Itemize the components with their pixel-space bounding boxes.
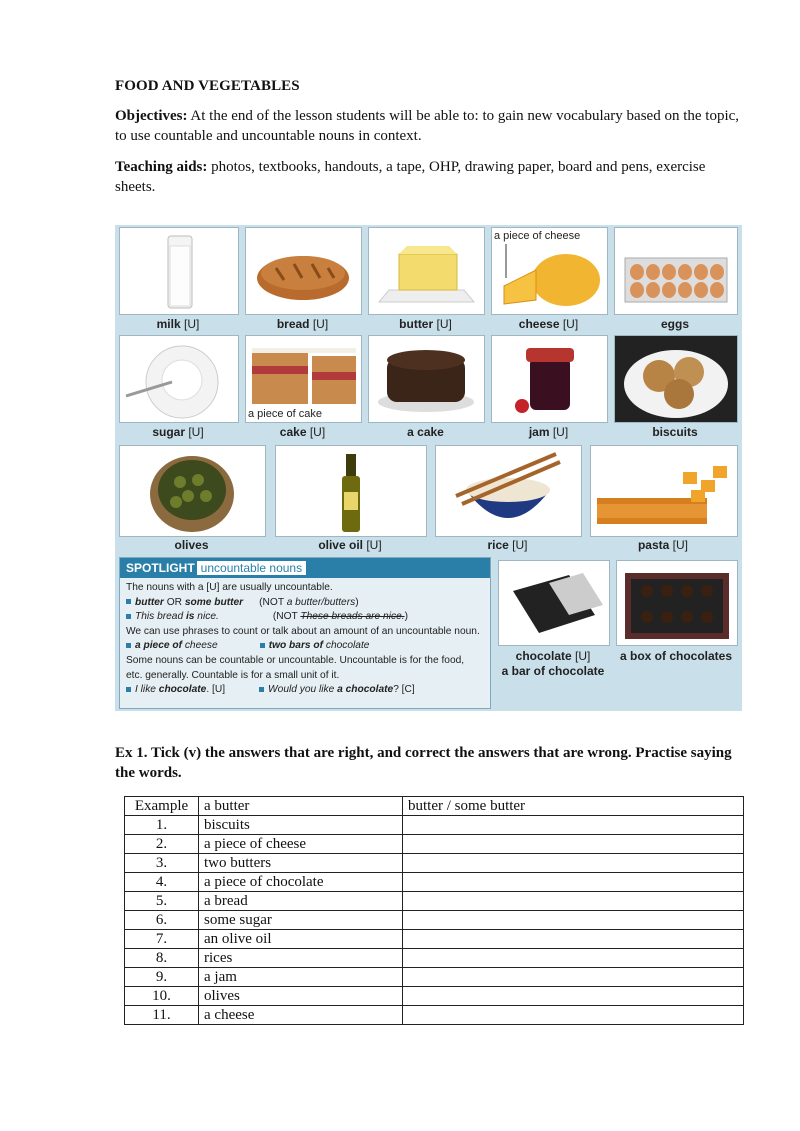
answer-cell[interactable] xyxy=(403,968,744,987)
phrase-cell: two butters xyxy=(199,854,403,873)
answer-cell[interactable] xyxy=(403,930,744,949)
teaching-aids-label: Teaching aids: xyxy=(115,159,208,175)
answer-cell[interactable] xyxy=(403,835,744,854)
spotlight-line: etc. generally. Countable is for a small unit of it. xyxy=(126,669,340,681)
pasta-icon xyxy=(590,445,738,537)
cheese-callout: a piece of cheese xyxy=(494,230,581,242)
food-label: cheese [U] xyxy=(518,317,579,331)
objectives-paragraph xyxy=(115,106,745,146)
phrase-cell: rices xyxy=(199,949,403,968)
olives-bowl-icon xyxy=(119,445,266,537)
food-label: olive oil [U] xyxy=(318,538,382,552)
answer-cell[interactable] xyxy=(403,854,744,873)
rice-bowl-icon xyxy=(435,445,582,537)
objectives-label: Objectives: xyxy=(115,108,188,124)
food-label: jam [U] xyxy=(528,425,569,439)
spotlight-line: I like chocolate. [U] Would you like a chocolate? [C] xyxy=(126,683,484,698)
food-vocabulary-picture xyxy=(115,225,742,711)
food-label: olives xyxy=(174,538,209,552)
table-row xyxy=(125,987,744,1006)
phrase-cell: a butter xyxy=(199,797,403,816)
food-label: chocolate [U] a bar of chocolate xyxy=(501,649,605,678)
food-label: cake [U] xyxy=(279,425,326,439)
food-label: eggs xyxy=(660,317,689,331)
food-label: sugar [U] xyxy=(152,425,204,439)
bread-loaf-icon xyxy=(245,227,362,315)
answer-cell[interactable] xyxy=(403,987,744,1006)
butter-block-icon xyxy=(368,227,485,315)
food-label: bread [U] xyxy=(276,317,329,331)
phrase-cell: olives xyxy=(199,987,403,1006)
table-row xyxy=(125,1006,744,1025)
table-row xyxy=(125,911,744,930)
row-number-cell: 1. xyxy=(125,816,199,835)
answer-cell[interactable] xyxy=(403,949,744,968)
food-label: butter [U] xyxy=(399,317,452,331)
phrase-cell: some sugar xyxy=(199,911,403,930)
food-label: a box of chocolates xyxy=(619,649,733,663)
food-label: a cake xyxy=(407,425,444,439)
food-label: pasta [U] xyxy=(637,538,689,552)
table-row xyxy=(125,968,744,987)
answer-cell[interactable] xyxy=(403,892,744,911)
table-row xyxy=(125,816,744,835)
table-row xyxy=(125,873,744,892)
spotlight-line: butter OR some butter (NOT a butter/butters) xyxy=(126,596,484,611)
objectives-text: At the end of the lesson students will be able to: to gain new vocabulary based on the topic, to use countable and uncountable nouns in context. xyxy=(115,108,740,144)
row-number-cell: 9. xyxy=(125,968,199,987)
spotlight-line: We can use phrases to count or talk about an amount of an uncountable noun. xyxy=(126,625,480,637)
table-row xyxy=(125,854,744,873)
phrase-cell: a piece of cheese xyxy=(199,835,403,854)
row-number-cell: 6. xyxy=(125,911,199,930)
answer-cell[interactable] xyxy=(403,911,744,930)
exercise-heading: Ex 1. Tick (v) the answers that are right, and correct the answers that are wrong. Practise saying the words. xyxy=(115,745,732,781)
egg-carton-icon xyxy=(614,227,738,315)
answer-cell[interactable] xyxy=(403,816,744,835)
table-row xyxy=(125,949,744,968)
food-label: rice [U] xyxy=(487,538,528,552)
row-number-cell: 10. xyxy=(125,987,199,1006)
phrase-cell: biscuits xyxy=(199,816,403,835)
row-number-cell: 2. xyxy=(125,835,199,854)
phrase-cell: an olive oil xyxy=(199,930,403,949)
teaching-aids-paragraph xyxy=(115,157,745,197)
page-title: FOOD AND VEGETABLES xyxy=(115,78,300,94)
spotlight-body xyxy=(120,578,490,701)
phrase-cell: a bread xyxy=(199,892,403,911)
phrase-cell: a cheese xyxy=(199,1006,403,1025)
jam-jar-icon xyxy=(491,335,608,423)
spotlight-label: SPOTLIGHT xyxy=(126,561,195,575)
answer-cell[interactable]: butter / some butter xyxy=(403,797,744,816)
biscuits-plate-icon xyxy=(614,335,738,423)
sugar-bowl-icon xyxy=(119,335,239,423)
spotlight-line: The nouns with a [U] are usually uncountable. xyxy=(126,582,333,593)
answer-cell[interactable] xyxy=(403,873,744,892)
phrase-cell: a piece of chocolate xyxy=(199,873,403,892)
chocolate-cake-icon xyxy=(368,335,485,423)
teaching-aids-text: photos, textbooks, handouts, a tape, OHP, drawing paper, board and pens, exercise sheets. xyxy=(115,159,706,195)
row-number-cell: Example xyxy=(125,797,199,816)
food-label: milk [U] xyxy=(156,317,200,331)
row-number-cell: 5. xyxy=(125,892,199,911)
table-row xyxy=(125,930,744,949)
row-number-cell: 8. xyxy=(125,949,199,968)
spotlight-line: This bread is nice. (NOT These breads are nice.) xyxy=(126,610,484,625)
spotlight-line: a piece of cheese two bars of chocolate xyxy=(126,639,484,654)
oil-bottle-icon xyxy=(275,445,427,537)
spotlight-topic: uncountable nouns xyxy=(197,561,306,575)
table-row xyxy=(125,835,744,854)
row-number-cell: 7. xyxy=(125,930,199,949)
table-row xyxy=(125,892,744,911)
row-number-cell: 4. xyxy=(125,873,199,892)
answer-cell[interactable] xyxy=(403,1006,744,1025)
spotlight-line: Some nouns can be countable or uncountable. Uncountable is for the food, xyxy=(126,654,465,666)
exercise-table xyxy=(124,796,744,1025)
row-number-cell: 11. xyxy=(125,1006,199,1025)
table-row xyxy=(125,797,744,816)
cake-slice-icon xyxy=(245,335,362,423)
chocolate-bar-icon xyxy=(498,560,610,646)
milk-glass-icon xyxy=(119,227,239,315)
chocolate-bar-label: a bar of chocolate xyxy=(501,664,605,678)
cake-callout: a piece of cake xyxy=(248,408,322,420)
food-label: biscuits xyxy=(652,425,698,439)
phrase-cell: a jam xyxy=(199,968,403,987)
row-number-cell: 3. xyxy=(125,854,199,873)
cheese-wheel-icon xyxy=(491,227,608,315)
spotlight-header xyxy=(120,558,490,578)
spotlight-box xyxy=(119,557,491,709)
chocolate-box-icon xyxy=(616,560,738,646)
